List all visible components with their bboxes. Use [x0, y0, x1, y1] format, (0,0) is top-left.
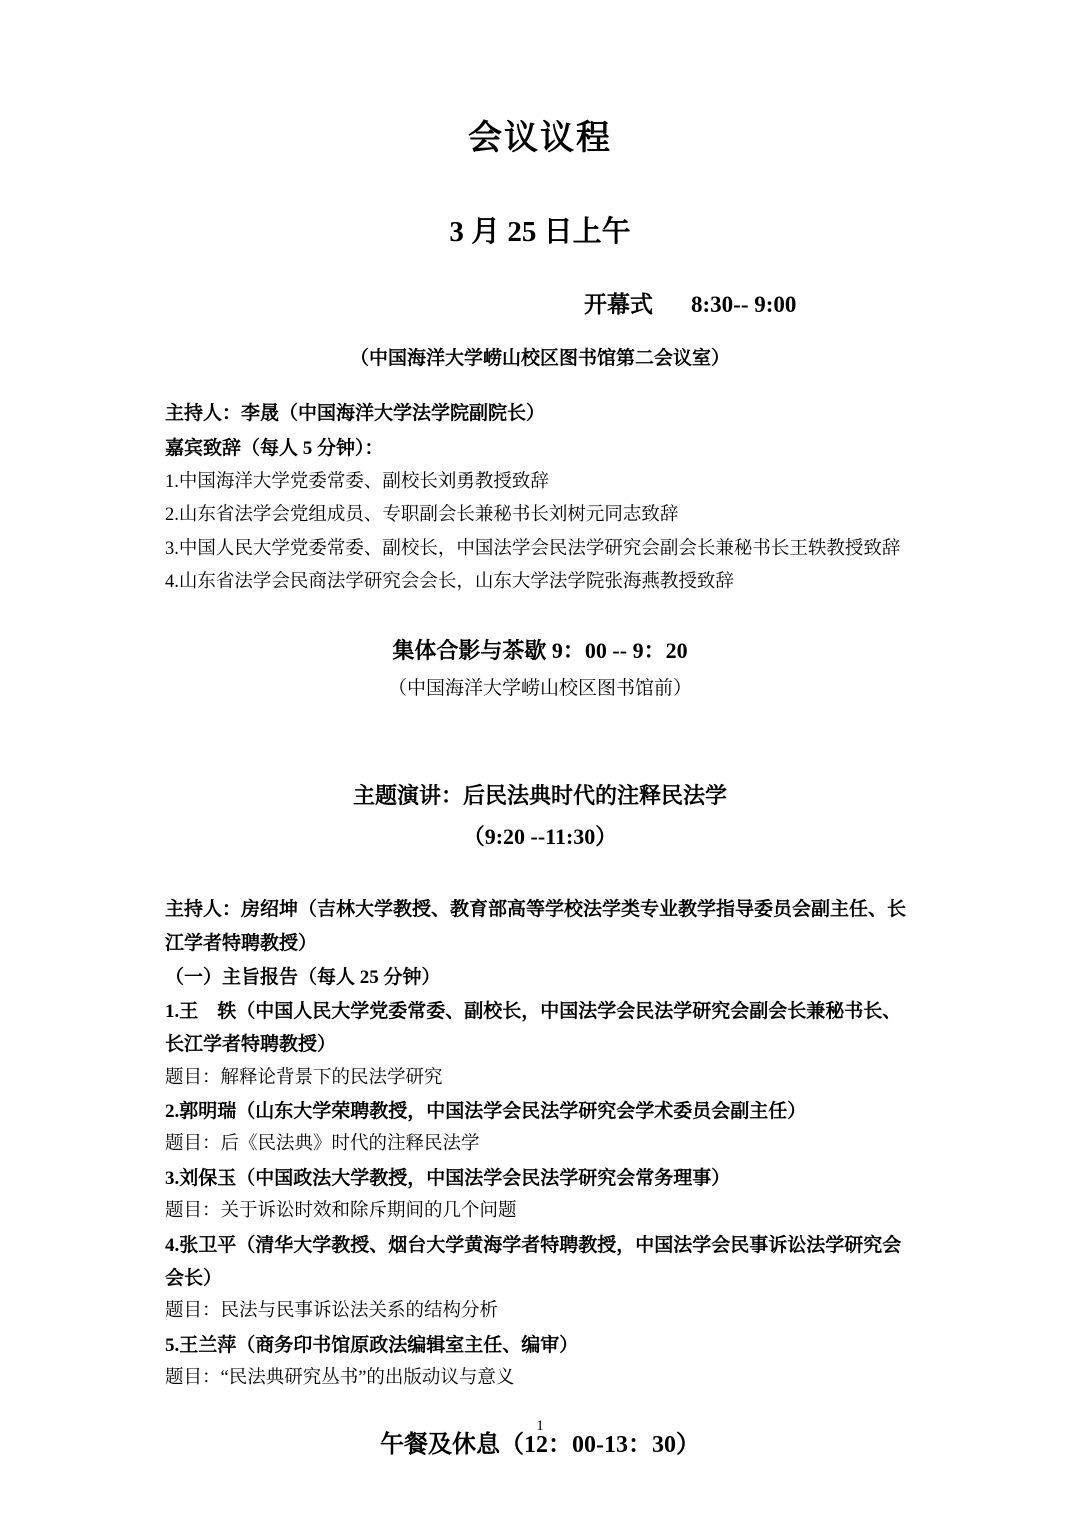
keynote-time: （9:20 --11:30） — [462, 824, 618, 850]
guest-speech-item: 3.中国人民大学党委常委、副校长，中国法学会民法学研究会副会长兼秘书长王轶教授致辞 — [165, 538, 901, 559]
report-item — [165, 1229, 918, 1329]
date-heading: 3 月 25 日上午 — [449, 215, 631, 248]
report-speaker: 2.郭明瑞（山东大学荣聘教授，中国法学会民法学研究会学术委员会副主任） — [165, 1100, 807, 1122]
main-reports-heading: （一）主旨报告（每人 25 分钟） — [165, 966, 441, 988]
report-item — [165, 1095, 918, 1162]
report-topic: 题目：解释论背景下的民法学研究 — [165, 1067, 443, 1088]
group-photo-venue: （中国海洋大学崂山校区图书馆前） — [387, 678, 692, 700]
keynote-host: 主持人：房绍坤（吉林大学教授、教育部高等学校法学类专业教学指导委员会副主任、长江学者特聘教授） — [165, 898, 907, 954]
opening-ceremony-heading — [0, 291, 1080, 319]
opening-section — [165, 397, 918, 600]
report-topic: 题目：关于诉讼时效和除斥期间的几个问题 — [165, 1201, 517, 1222]
opening-venue: （中国海洋大学崂山校区图书馆第二会议室） — [349, 347, 730, 369]
page-number: 1 — [536, 1418, 544, 1434]
report-topic: 题目：民法与民事诉讼法关系的结构分析 — [165, 1301, 499, 1322]
guest-speech-item: 4.山东省法学会民商法学研究会会长，山东大学法学院张海燕教授致辞 — [165, 572, 734, 593]
report-item — [165, 1329, 918, 1396]
guest-speeches-heading: 嘉宾致辞（每人 5 分钟）： — [165, 437, 384, 459]
report-topic: 题目：“民法典研究丛书”的出版动议与意义 — [165, 1368, 515, 1389]
keynote-heading: 主题演讲：后民法典时代的注释民法学 — [352, 782, 727, 808]
guest-speech-item: 2.山东省法学会党组成员、专职副会长兼秘书长刘树元同志致辞 — [165, 505, 679, 526]
lunch-break-heading: 午餐及休息（12：00-13：30） — [380, 1431, 700, 1458]
guest-speech-item: 1.中国海洋大学党委常委、副校长刘勇教授致辞 — [165, 471, 549, 492]
opening-ceremony-time: 8:30-- 9:00 — [691, 292, 797, 318]
opening-ceremony-label: 开幕式 — [584, 292, 653, 318]
report-speaker: 4.张卫平（清华大学教授、烟台大学黄海学者特聘教授，中国法学会民事诉讼法学研究会会长） — [165, 1234, 902, 1290]
report-item — [165, 1162, 918, 1229]
report-speaker: 5.王兰萍（商务印书馆原政法编辑室主任、编审） — [165, 1334, 579, 1356]
group-photo-tea-break-heading: 集体合影与茶歇 9：00 -- 9：20 — [392, 637, 688, 663]
report-item — [165, 995, 918, 1095]
report-topic: 题目：后《民法典》时代的注释民法学 — [165, 1134, 480, 1155]
report-speaker: 1.王 轶（中国人民大学党委常委、副校长，中国法学会民法学研究会副会长兼秘书长、长江学者特聘教授） — [165, 1000, 902, 1056]
report-speaker: 3.刘保玉（中国政法大学教授，中国法学会民法学研究会常务理事） — [165, 1167, 731, 1189]
opening-host: 主持人：李晟（中国海洋大学法学院副院长） — [165, 402, 546, 424]
page-title: 会议议程 — [468, 120, 612, 157]
keynote-section — [165, 893, 918, 1396]
